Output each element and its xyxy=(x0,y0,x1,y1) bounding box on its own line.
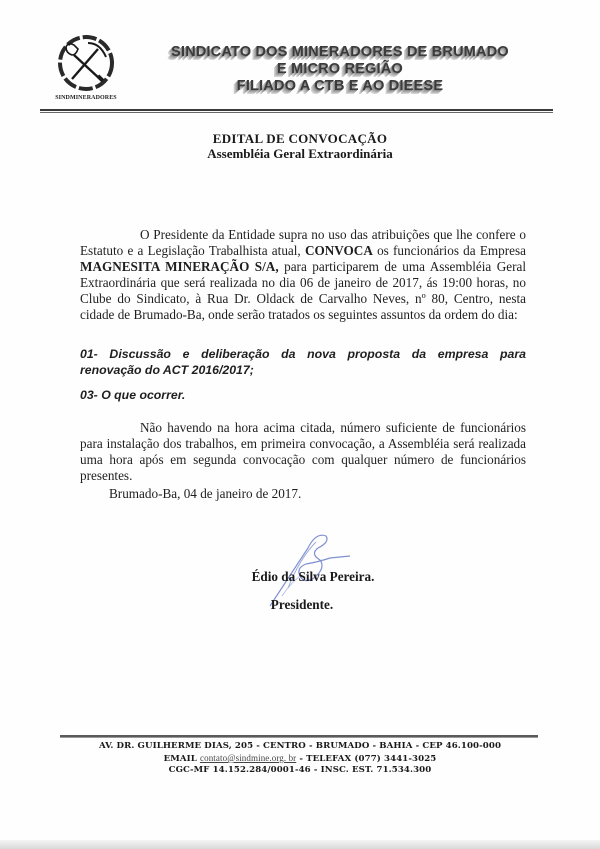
signer-name: Édio da Silva Pereira. xyxy=(251,569,375,584)
email-link[interactable]: contato@sindmine.org. br xyxy=(200,753,297,763)
email-label: EMAIL xyxy=(163,754,197,764)
agenda-item-1-line-2: renovação do ACT 2016/2017; xyxy=(80,363,254,377)
paragraph-text: para participarem de uma Assembléia Geral Extraordinária que será realizada no dia 06 de janeiro de 2017, ás 19:00 horas, no Clube do Sindicato, à Rua Dr. Oldack de Carvalho Neves, nº 80, Centro, nesta cidade de Brumado-Ba, onde serão tratados os seguintes assuntos da ordem do dia: xyxy=(80,258,527,322)
paragraph-text: Não havendo na hora acima citada, número suficiente de funcionários para instalação dos trabalhos, em primeira convocação, a Assembléia será realizada uma hora após em segunda convocação com qualquer número de funcionários presentes. xyxy=(80,420,526,483)
signer-role: Presidente. xyxy=(270,597,334,612)
document-title: EDITAL DE CONVOCAÇÃO xyxy=(212,131,388,146)
handwritten-signature xyxy=(260,528,380,608)
logo-label: SINDMINERADORES xyxy=(55,95,117,101)
scan-edge-shadow xyxy=(0,840,600,849)
agenda-item-3: 03- O que ocorrer. xyxy=(80,388,186,402)
organization-name xyxy=(130,44,550,95)
agenda-item-1 xyxy=(80,346,526,378)
paragraph-text: O Presidente da Entidade supra no uso das atribuições que lhe confere o Estatuto e a Legislação Trabalhista atual, xyxy=(80,227,526,258)
company-name: MAGNESITA MINERAÇÃO S/A, xyxy=(80,258,279,274)
crossed-shovel-pickaxe-icon xyxy=(50,33,122,95)
date-line: Brumado-Ba, 04 de janeiro de 2017. xyxy=(109,486,302,501)
footer-registration: CGC-MF 14.152.284/0001-46 - INSC. EST. 71.534.300 xyxy=(168,765,432,775)
footer-divider xyxy=(60,735,538,738)
org-name-line-2: E MICRO REGIÃO xyxy=(276,61,404,77)
org-name-line-1: SINDICATO DOS MINERADORES DE BRUMADO xyxy=(171,44,509,60)
paragraph-text: os funcionários da Empresa xyxy=(372,242,526,258)
union-logo xyxy=(50,33,122,111)
agenda-item-1-line-1: 01- Discussão e deliberação da nova proposta da empresa para xyxy=(80,347,526,361)
convocation-paragraph xyxy=(80,227,526,322)
footer-contact xyxy=(0,753,600,764)
signature-scribble-icon xyxy=(260,528,380,608)
footer-address: AV. DR. GUILHERME DIAS, 205 - CENTRO - BRUMADO - BAHIA - CEP 46.100-000 xyxy=(98,741,502,751)
header-divider xyxy=(40,109,553,113)
quorum-paragraph xyxy=(80,420,526,484)
document-subtitle: Assembléia Geral Extraordinária xyxy=(207,146,393,161)
telefax: - TELEFAX (077) 3441-3025 xyxy=(296,754,437,764)
convoca-emphasis: CONVOCA xyxy=(304,242,373,258)
org-name-line-3: FILIADO A CTB E AO DIEESE xyxy=(236,78,444,94)
